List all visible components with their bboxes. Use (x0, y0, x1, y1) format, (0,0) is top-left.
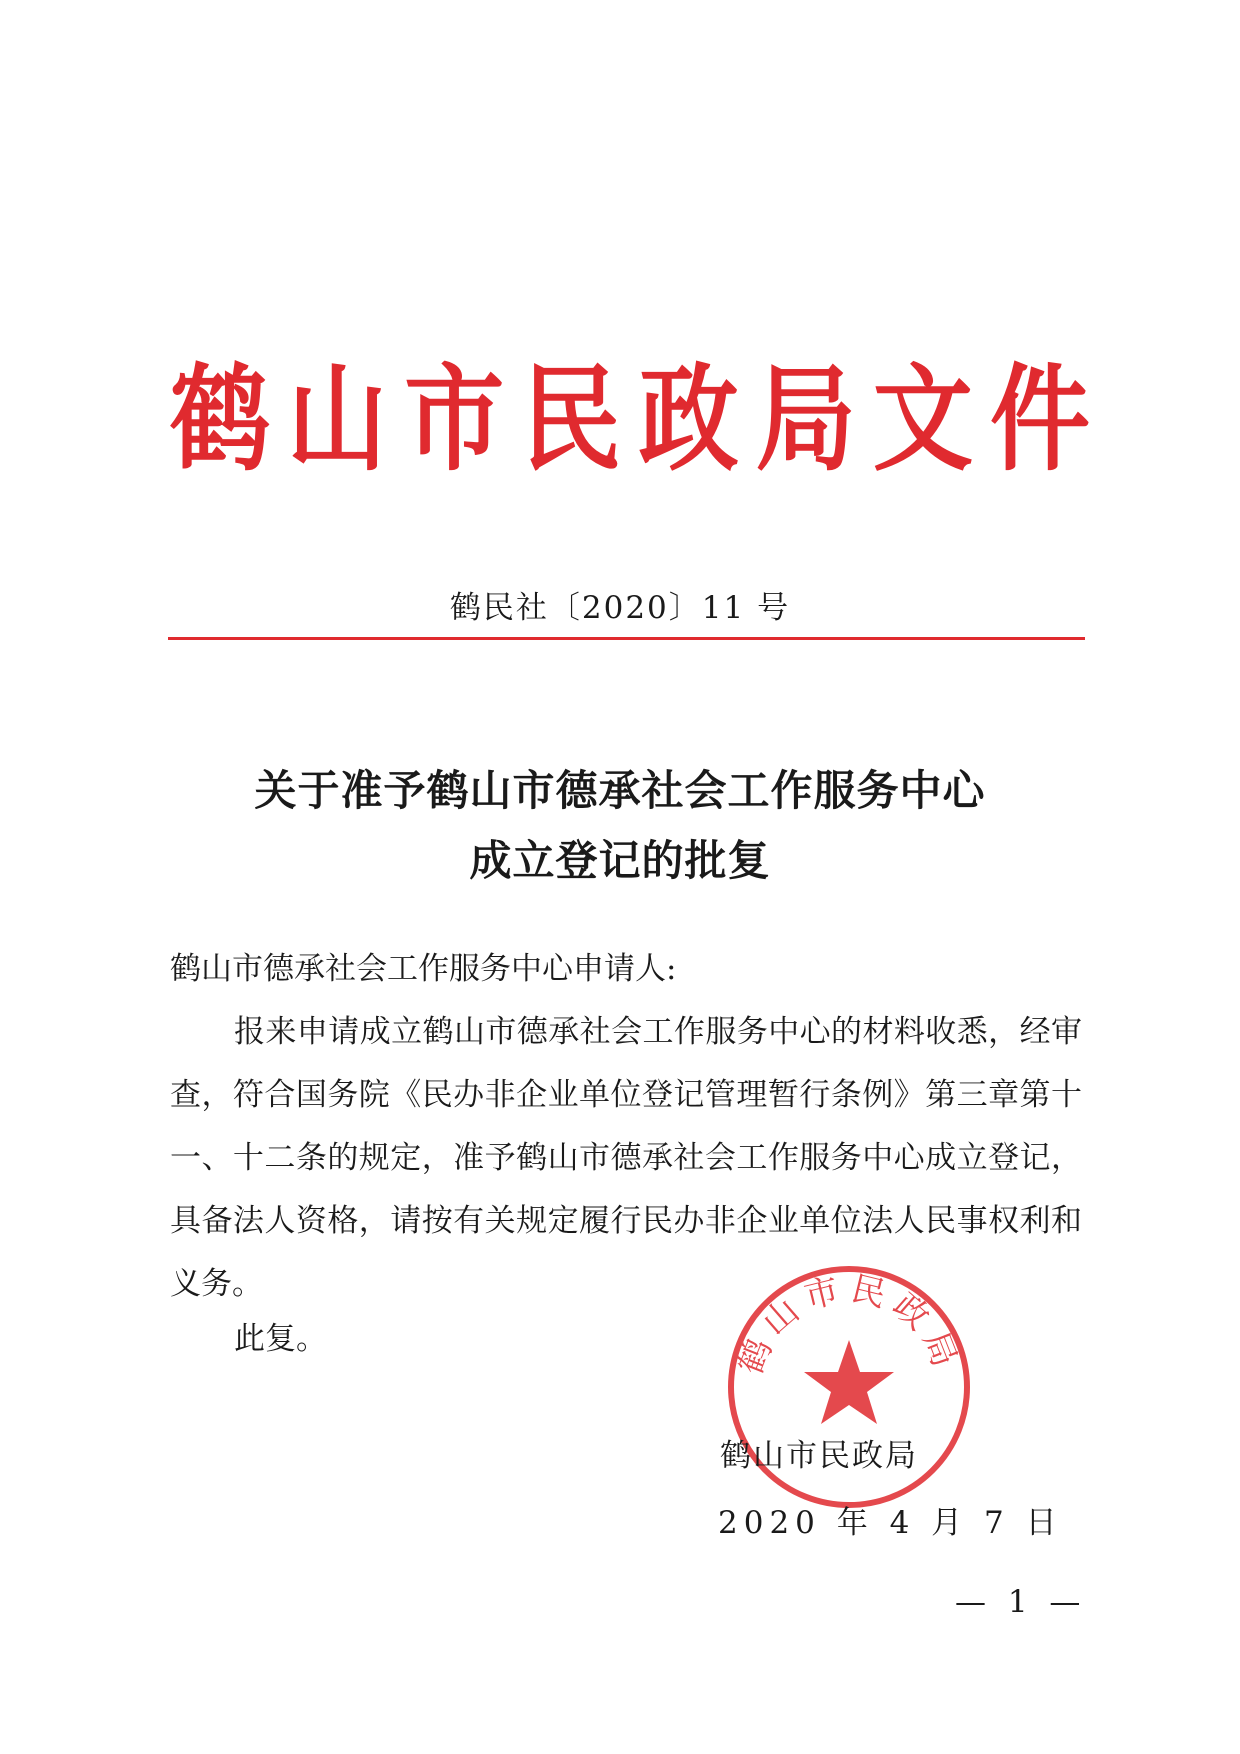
masthead-char: 件 (989, 352, 1090, 487)
signing-date: 2020 年 4 月 7 日 (718, 1505, 1063, 1541)
salutation: 鹤山市德承社会工作服务中心申请人: (170, 951, 677, 987)
signing-organization: 鹤山市民政局 (720, 1438, 918, 1474)
closing-remark: 此复。 (234, 1321, 327, 1357)
masthead-char: 民 (521, 352, 622, 487)
document-title-line-1: 关于准予鹤山市德承社会工作服务中心 (254, 766, 986, 815)
document-title-line-2: 成立登记的批复 (469, 836, 771, 885)
star-icon (804, 1340, 894, 1424)
masthead-char: 政 (638, 352, 739, 487)
page-number: — 1 — (955, 1584, 1087, 1620)
masthead-char: 鹤 (170, 352, 270, 487)
masthead-char: 市 (404, 352, 505, 487)
body-paragraph: 报来申请成立鹤山市德承社会工作服务中心的材料收悉，经审查，符合国务院《民办非企业单位登记管理暂行条例》第三章第十一、十二条的规定，准予鹤山市德承社会工作服务中心成立登记，具备法人资格，请按有关规定履行民办非企业单位法人民事权利和义务。 (170, 1014, 1082, 1302)
document-masthead (170, 352, 1090, 487)
seal-text: 鹤山市民政局 (730, 1268, 968, 1380)
header-divider (168, 637, 1085, 640)
masthead-char: 山 (287, 352, 388, 487)
masthead-char: 文 (872, 352, 973, 487)
masthead-char: 局 (755, 352, 856, 487)
document-number: 鹤民社〔2020〕11 号 (449, 590, 791, 626)
